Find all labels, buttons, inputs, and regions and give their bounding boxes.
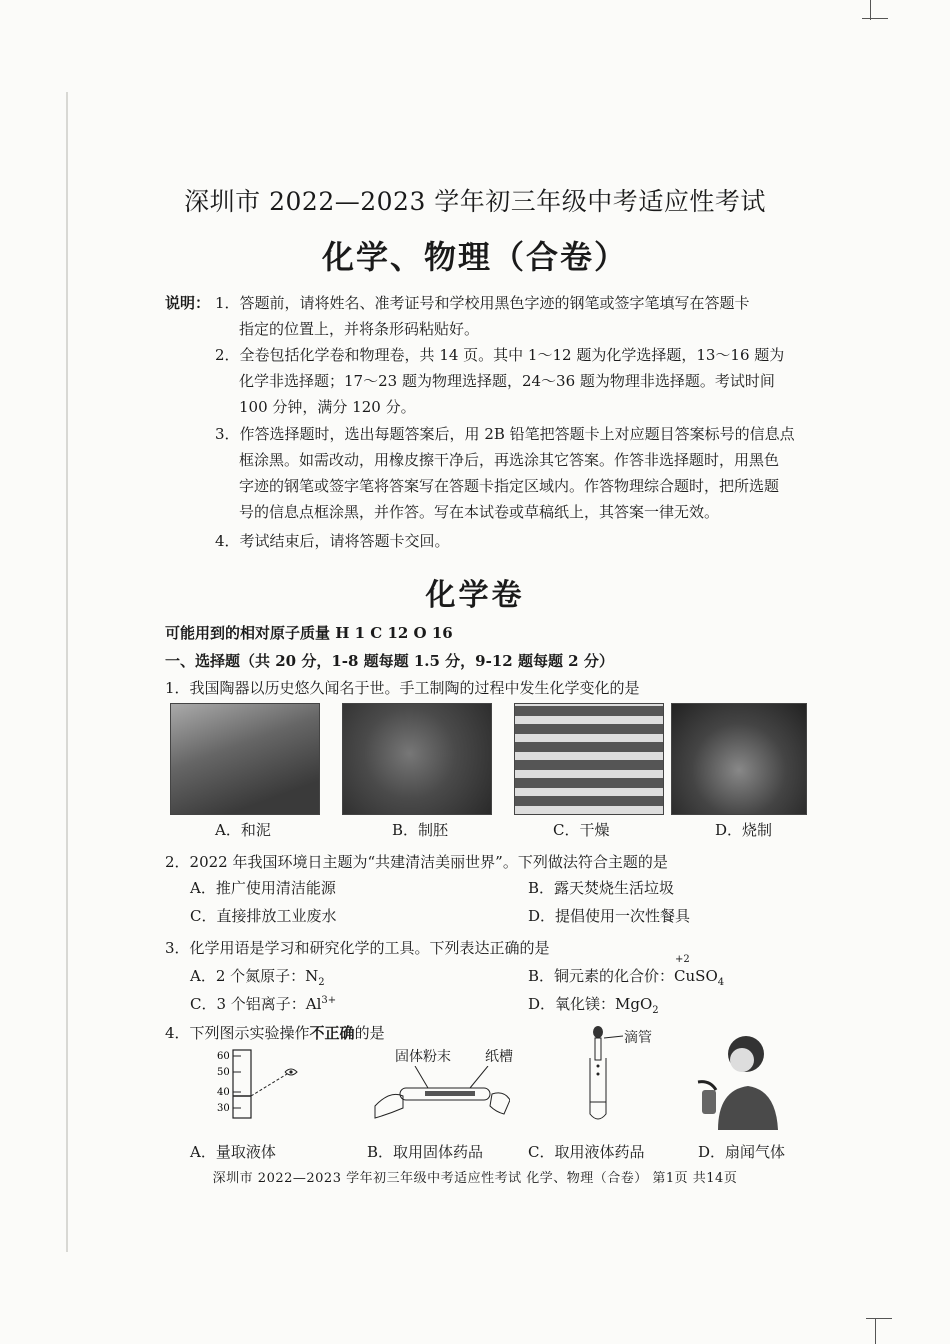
q3-option-b: B．铜元素的化合价： +2 CuSO$_4$ xyxy=(528,954,725,988)
question-3-stem: 3．化学用语是学习和研究化学的工具。下列表达正确的是 xyxy=(165,939,550,957)
page-footer: 深圳市 2022—2023 学年初三年级中考适应性考试 化学、物理（合卷） 第1页 共14页 xyxy=(212,1171,738,1186)
figure-wafting-gas xyxy=(688,1030,788,1130)
tick-40: 40 xyxy=(217,1087,230,1098)
instruction-2: 2．全卷包括化学卷和物理卷，共 14 页。其中 1～12 题为化学选择题，13～16 题为 化学非选择题；17～23 题为物理选择题，24～36 题为物理非选择题。考试时间 100 分钟，满分 120 分。 xyxy=(215,346,785,416)
q1-option-c: C．干燥 xyxy=(553,821,610,839)
q3-option-c: C．3 个铝离子：$Al^{3+}$ xyxy=(190,995,337,1013)
q2-option-c: C．直接排放工业废水 xyxy=(190,907,337,925)
q1-option-b: B．制胚 xyxy=(392,821,449,839)
exam-title: 深圳市 2022—2023 学年初三年级中考适应性考试 xyxy=(184,187,766,216)
q3-option-d: D．氧化镁：MgO$_2$ xyxy=(528,995,659,1016)
figure-graduated-cylinder xyxy=(215,1048,305,1120)
instruction-4: 4．考试结束后，请将答题卡交回。 xyxy=(215,532,450,550)
question-4-stem: 4．下列图示实验操作不正确的是 xyxy=(165,1024,385,1042)
question-1-stem: 1．我国陶器以历史悠久闻名于世。手工制陶的过程中发生化学变化的是 xyxy=(165,679,640,697)
label-paper-trough: 纸槽 xyxy=(485,1049,513,1065)
crop-mark-top xyxy=(870,0,871,20)
photo-clay-mixing xyxy=(170,703,320,815)
label-solid-powder: 固体粉末 xyxy=(395,1049,451,1065)
crop-mark-bottom xyxy=(875,1318,876,1344)
photo-drying-pottery xyxy=(514,703,664,815)
copper-valence: +2 xyxy=(675,954,690,965)
chemistry-section-title: 化学卷 xyxy=(425,578,525,613)
part-one-heading: 一、选择题（共 20 分，1-8 题每题 1.5 分，9-12 题每题 2 分） xyxy=(165,652,614,670)
q2-option-b: B．露天焚烧生活垃圾 xyxy=(528,879,675,897)
atomic-mass-line: 可能用到的相对原子质量 H 1 C 12 O 16 xyxy=(165,624,453,642)
label-dropper: 滴管 xyxy=(624,1030,652,1046)
tick-30: 30 xyxy=(217,1103,230,1114)
photo-shaping-pottery xyxy=(342,703,492,815)
instruction-1: 1．答题前，请将姓名、准考证号和学校用黑色字迹的钢笔或签字笔填写在答题卡 指定的位置上，并将条形码粘贴好。 xyxy=(215,294,750,338)
crop-mark-top-horizontal xyxy=(862,18,888,19)
q4-option-b: B．取用固体药品 xyxy=(367,1143,484,1161)
exam-subtitle: 化学、物理（合卷） xyxy=(321,238,628,276)
crop-mark-bottom-horizontal xyxy=(866,1318,892,1319)
figure-dropper-test-tube xyxy=(578,1024,628,1124)
q2-option-a: A．推广使用清洁能源 xyxy=(190,879,336,897)
q3-option-a: A．2 个氮原子：$N_2$ xyxy=(190,967,325,988)
q1-option-d: D．烧制 xyxy=(715,821,773,839)
q4-option-c: C．取用液体药品 xyxy=(528,1143,645,1161)
tick-60: 60 xyxy=(217,1051,230,1062)
tick-50: 50 xyxy=(217,1067,230,1078)
photo-firing-pottery xyxy=(671,703,807,815)
q1-option-a: A．和泥 xyxy=(215,821,271,839)
q4-option-d: D．扇闻气体 xyxy=(698,1143,786,1161)
instruction-3: 3．作答选择题时，选出每题答案后，用 2B 铅笔把答题卡上对应题目答案标号的信息点 框涂黑。如需改动，用橡皮擦干净后，再选涂其它答案。作答非选择题时，用黑色 字迹的钢笔或签字笔将答案写在答题卡指定区域内。作答物理综合题时，把所选题 号的信息点框涂黑，并作答。写在本试卷或草稿纸上，其答案一律无效。 xyxy=(215,425,795,521)
instructions-label: 说明： xyxy=(165,294,211,312)
question-2-stem: 2．2022 年我国环境日主题为“共建清洁美丽世界”。下列做法符合主题的是 xyxy=(165,853,668,871)
figure-powder-into-tube xyxy=(370,1066,510,1126)
q2-option-d: D．提倡使用一次性餐具 xyxy=(528,907,691,925)
q4-option-a: A．量取液体 xyxy=(190,1143,276,1161)
